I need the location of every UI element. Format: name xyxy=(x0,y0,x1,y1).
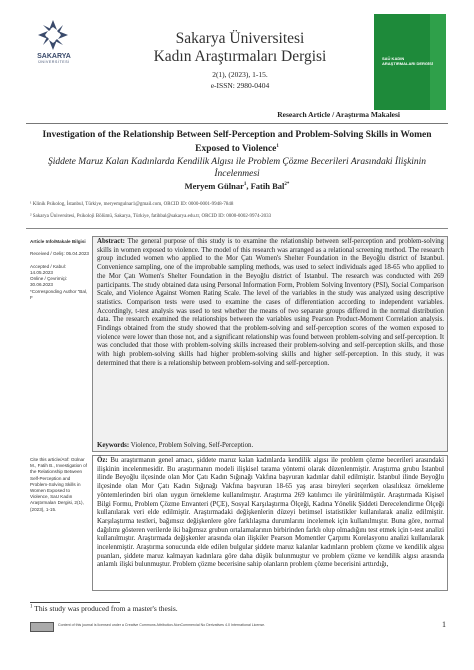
eissn: e-ISSN: 2980-0404 xyxy=(210,81,270,90)
journal-name: Kadın Araştırmaları Dergisi xyxy=(153,48,327,65)
university-name: Sakarya Üniversitesi xyxy=(175,30,305,47)
accepted-date: Accepted / Kabul: 14.05.2023 xyxy=(30,263,67,276)
keywords-text: Violence, Problem Solving, Self-Perception. xyxy=(130,442,254,449)
ozet xyxy=(97,457,444,570)
title-english xyxy=(30,129,444,155)
title-english-text: Investigation of the Relationship Between Self-Perception and Problem-Solving Skills in Women Exposed to Violence xyxy=(42,130,432,155)
author-1: Meryem Gülnar xyxy=(184,181,244,191)
title-footnote-marker: 1 xyxy=(276,144,279,149)
ozet-text: Bu araştırmanın genel amacı, şiddete maruz kalan kadınlarda kendilik algısı ile problem çözme becerileri arasındaki ilişkinin incelenmesidir. Bu araştırmanın modeli ilişkisel tarama yöntemi olarak düzenlenmiştir. Araştırma grubu İstanbul ilinde Beyoğlu ilçesinde olan Mor Çatı Kadın Sığınağı Vakfına başvuran kadınlar dahil edilmiştir. İstanbul ilinde Beyoğlu ilçesinde olan Mor Çatı Kadın Sığınağı Vakfına başvuran 18-65 yaş arası bireyleri seçerken olasılıksız örnekleme yöntemlerinden biri olan uygun örnekleme kullanılmıştır. Araştırma 269 katılımcı ile yürütülmüştür. Araştırmada Kişisel Bilgi Formu, Problem Çözme Envanteri (PÇE), Sosyal Karşılaştırma Ölçeği, Kadına Yönelik Şiddeti Derecelendirme Ölçeği kullanılarak veri elde edilmiştir. Araştırmadaki değişkenlerin düzeyi betimsel istatistikler kullanılarak analiz edilmiştir. Karşılaştırma testleri, bağımsız değişkenlere göre farklılaşma durumlarını incelemek için kullanılmıştır. Buna göre, normal dağılımı gösteren verilerde iki bağımsız grubun ortalamalarının birbirinden farklı olup olmadığını test etmek için t-test analizi kullanılmıştır. Araştırmada değişkenler arasında olan ilişkiler Pearson Momentler Çarpımı Korelasyonu analizi kullanılarak incelenmiştir. Araştırma sonucunda elde edilen bulgular şiddete maruz kalanlar kadınların problem çözme ve kendilik algısı puanları, şiddete maruz kalmayan kadınlara göre daha düşük bulunmuştur ve problem çözme ve kendilik algısı arasında anlamlı ilişki bulunmuştur. Problem çözme becerisine sahip olanların problem çözme becerisini arttırdığı, xyxy=(97,457,444,569)
divider xyxy=(26,228,448,229)
affiliation-2: ² Sakarya Üniversitesi, Psikoloji Bölümü, Sakarya, Türkiye, fatihbal@sakarya.edu.tr, ORCID ID: 0000-0002-9974-2033 xyxy=(30,214,272,219)
abstract-text: The general purpose of this study is to examine the relationship between self-perception and problem-solving skills in women exposed to violence. The model of this research was arranged as a relational screening method. The research group included women who applied to the Mor Çatı Women's Shelter Foundation in the Beyoğlu district of Istanbul. Convenience sampling, one of the improbable sampling methods, was used to select individuals aged 18-65 who applied to the Mor Çatı Women's Shelter Foundation in the Beyoğlu district of Istanbul. The research was conducted with 269 participants. The study obtained data using Personal Information Form, Problem Solving Inventory (PSI), Social Comparison Scale, and Violence Against Women Rating Scale. The level of the variables in the study was analyzed using descriptive statistics. Comparison tests were used to examine the cases of differentiation according to independent variables. Accordingly, t-test analysis was used to test whether the means of two separate groups differed in the normal distribution data. The research examined the relationships between the variables using Pearson Product-Moment Correlation analysis. Findings obtained from the study showed that the problem-solving and self-perception scores of the women exposed to violence were lower than those not, and a significant relationship was found between problem-solving and self-perception. It was concluded that those with problem-solving skills increased their problem-solving and self-perception skills, and those with high problem-solving skills had higher problem-solving skills and higher self-perception. In this study, it was determined that there is a relationship between problem-solving and self-perception. xyxy=(97,238,444,367)
logo-subtext: ÜNİVERSİTESİ xyxy=(38,60,70,64)
footnote-marker: 1 xyxy=(30,604,33,610)
title-turkish: Şiddete Maruz Kalan Kadınlarda Kendilik Algısı ile Problem Çözme Becerileri Arasındaki İlişkinin İncelenmesi xyxy=(47,157,427,179)
issue-info: 2(1), (2023), 1-15. xyxy=(212,70,268,79)
ozet-label: Öz: xyxy=(97,457,108,464)
cover-title: SAÜ KADIN ARAŞTIRMALARI DERGİSİ xyxy=(382,56,433,66)
university-logo xyxy=(36,18,70,52)
corresponding-author: *Corresponding Author “Bal, F xyxy=(30,288,88,300)
authors xyxy=(30,181,444,191)
online-date: Online / Çevrimiçi: 30.06.2023 xyxy=(30,276,68,288)
article-type: Research Article / Araştırma Makalesi xyxy=(277,110,400,119)
footnote xyxy=(30,604,330,613)
footnote-text: This study was produced from a master's thesis. xyxy=(34,604,178,613)
abstract xyxy=(97,238,444,369)
journal-cover xyxy=(374,14,446,110)
keywords xyxy=(97,442,444,451)
citation: Cite this article/Atıf: Gülnar M., Fatih B., Investigation of the Relationship Between Self-Perception and Problem-Solving Skills in Women Exposed to Violence, SaU Kadın Araştırmaları Dergisi, 2(1), (2023), 1-15. xyxy=(30,457,87,512)
keywords-label: Keywords: xyxy=(97,442,130,449)
cc-license-icon[interactable] xyxy=(30,622,54,632)
license-text: Content of this journal is licensed under a Creative Commons Attribution-NonCommercial No Derivatives 4.0 International License. xyxy=(58,623,266,627)
received-date: Received / Geliş: 05.04.2023 xyxy=(30,251,89,257)
author-1-marker: 1 xyxy=(243,182,247,188)
logo-text: SAKARYA xyxy=(37,53,71,60)
author-2-marker: 2* xyxy=(284,182,290,188)
author-2: , Fatih Bal xyxy=(246,181,285,191)
affiliation-1: ¹ Klinik Psikolog, İstanbul, Türkiye, meryemgulnar1@gmail.com, ORCID ID: 0000-0001-9948-7848 xyxy=(30,202,234,207)
footnote-divider xyxy=(30,602,120,603)
abstract-label: Abstract: xyxy=(97,238,125,245)
article-info-heading: Article Info/Makale Bilgisi xyxy=(30,239,86,244)
divider xyxy=(26,123,448,124)
article-info xyxy=(30,239,90,301)
page-number: 1 xyxy=(442,620,446,629)
